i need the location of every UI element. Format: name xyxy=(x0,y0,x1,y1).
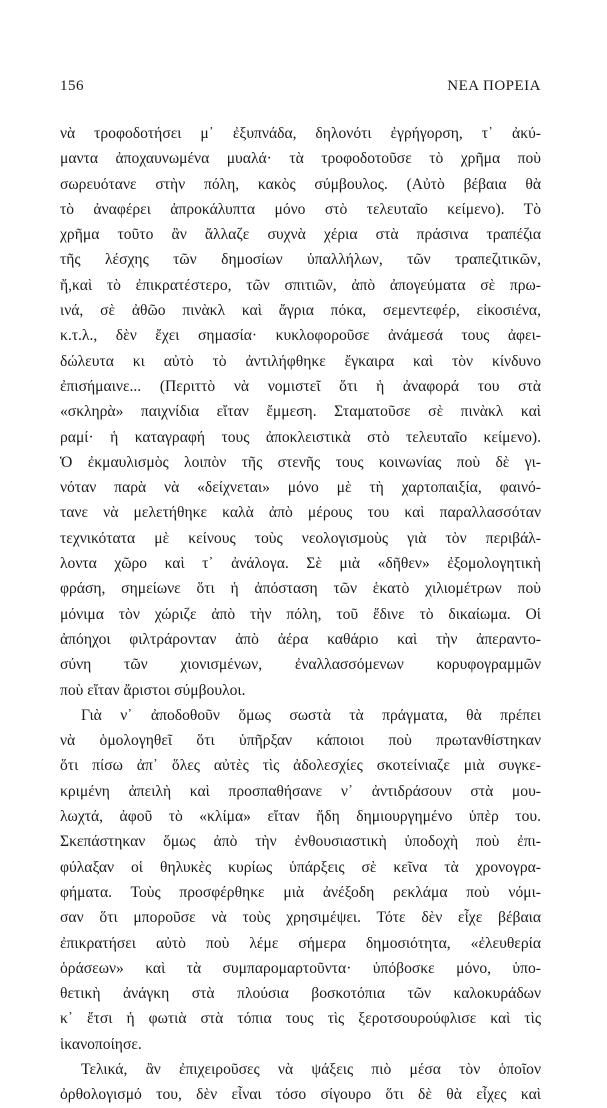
text-line: «σκληρὰ» παιχνίδια εἴταν ἔμμεση. Σταματοῦσε σὲ πινὰκλ καὶ xyxy=(60,403,541,421)
text-line: ἐπισήμαινε... (Περιττὸ νὰ νομιστεῖ ὅτι ἡ ἀναφορά του στὰ xyxy=(60,377,541,395)
text-line: κ᾽ ἔτσι ἡ φωτιὰ στὰ τόπια τους τὶς ξεροτσουρούφλισε καὶ τὶς xyxy=(60,1010,541,1028)
text-line: δώλευτα κι αὐτὸ τὸ ἀντιλήφθηκε ἔγκαιρα καὶ τὸν κίνδυνο xyxy=(60,352,541,370)
text-line: ὅτι πίσω ἀπ᾽ ὅλες αὐτὲς τὶς ἀδολεσχίες σκοτείνιαζε μιὰ συγκε- xyxy=(60,757,541,775)
text-line: λωχτά, ἀφοῦ τὸ «κλίμα» εἴταν ἤδη δημιουργημένο ὑπὲρ του. xyxy=(60,808,541,826)
page-header xyxy=(60,78,541,100)
text-line: Ὁ ἐκμαυλισμὸς λοιπὸν τῆς στενῆς τους κοινωνίας ποὺ δὲ γι- xyxy=(60,453,541,471)
text-line: θετικὴ ἀνάγκη στὰ πλούσια βοσκοτόπια τῶν καλοκυράδων xyxy=(60,985,541,1003)
text-line: σαν ὅτι μποροῦσε νὰ τοὺς χρησιμέψει. Τότε δὲν εἶχε βέβαια xyxy=(60,909,541,927)
text-line: φύλαξαν οἱ θηλυκὲς κυρίως ὑπάρξεις σὲ κεῖνα τὰ χρονογρα- xyxy=(60,858,541,876)
text-line: ἤ,καὶ τὸ ἐπικρατέστερο, τῶν σπιτιῶν, ἀπὸ ἀπογεύματα σὲ πρω- xyxy=(60,276,541,294)
text-line: νὰ ὁμολογηθεῖ ὅτι ὑπῆρξαν κάποιοι ποὺ πρωτανθίστηκαν xyxy=(60,732,541,750)
text-line: χρῆμα τοῦτο ἂν ἄλλαζε συχνὰ χέρια στὰ πράσινα τραπέζια xyxy=(60,226,541,244)
text-line: μόνιμα τὸν χώριζε ἀπὸ τὴν πόλη, τοῦ ἔδινε τὸ δικαίωμα. Οἱ xyxy=(60,605,541,623)
text-line: ραμί· ἡ καταγραφή τους ἀποκλειστικὰ στὸ τελευταῖο κείμενο). xyxy=(60,428,541,446)
text-line: νόταν παρὰ νὰ «δείχνεται» μόνο μὲ τὴ χαρτοπαιξία, φαινό- xyxy=(60,479,541,497)
text-line: σύνη τῶν χιονισμένων, ἐναλλασσόμενων κορυφογραμμῶν xyxy=(60,656,541,674)
text-line: μαντα ἀποχαυνωμένα μυαλά· τὰ τροφοδοτοῦσε τὸ χρῆμα ποὺ xyxy=(60,150,541,168)
text-line: Γιὰ ν᾽ ἀποδοθοῦν ὅμως σωστὰ τὰ πράγματα, θὰ πρέπει xyxy=(81,706,541,724)
text-line: ἱκανοποίησε. xyxy=(60,1035,142,1053)
text-line: ποὺ εἴταν ἄριστοι σύμβουλοι. xyxy=(60,681,246,699)
text-line: τανε νὰ μελετήθηκε καλὰ ἀπὸ μέρους του καὶ παραλλασσόταν xyxy=(60,504,541,522)
text-line: τὸ ἀναφέρει ἀπροκάλυπτα μόνο στὸ τελευταῖο κείμενο). Τὸ xyxy=(60,200,541,218)
page-number: 156 xyxy=(60,78,84,94)
running-title: ΝΕΑ ΠΟΡΕΙΑ xyxy=(447,78,541,94)
text-line: λοντα χῶρο καὶ τ᾽ ἀνάλογα. Σὲ μιὰ «δῆθεν» ἐξομολογητικὴ xyxy=(60,555,541,573)
text-line: τῆς λέσχης τῶν δημοσίων ὑπαλλήλων, τῶν τραπεζιτικῶν, xyxy=(60,251,541,269)
text-line: φράση, σημείωνε ὅτι ἡ ἀπόσταση τῶν ἑκατὸ χιλιομέτρων ποὺ xyxy=(60,580,541,598)
body-text xyxy=(60,121,541,1108)
text-line: ινά, σὲ ἀθῶο πινὰκλ καὶ ἄγρια πόκα, σεμεντεφέρ, εἰκοσιένα, xyxy=(60,302,541,320)
text-line: τεχνικότατα μὲ κείνους τοὺς νεολογισμοὺς γιὰ τὸν περιβάλ- xyxy=(60,529,541,547)
text-line: Τελικά, ἂν ἐπιχειροῦσες νὰ ψάξεις πιὸ μέσα τὸν ὁποῖον xyxy=(81,1060,541,1078)
text-line: σωρευότανε στὴν πόλη, κακὸς σύμβουλος. (Αὐτὸ βέβαια θὰ xyxy=(60,175,541,193)
text-line: Σκεπάστηκαν ὅμως ἀπὸ τὴν ἐνθουσιαστικὴ ὑποδοχὴ ποὺ ἐπι- xyxy=(60,833,541,851)
text-line: ἀπόηχοι φιλτράρονταν ἀπὸ ἀέρα καθάριο καὶ τὴν ἀπεραντο- xyxy=(60,630,541,648)
text-line: ὀρθολογισμό του, δὲν εἶναι τόσο σίγουρο ὅτι δὲ θὰ εἶχες καὶ xyxy=(60,1086,541,1104)
text-line: νὰ τροφοδοτήσει μ᾽ ἐξυπνάδα, δηλονότι ἐγρήγορση, τ᾽ ἀκύ- xyxy=(60,125,541,142)
text-line: φήματα. Τοὺς προσφέρθηκε μιὰ ἀνέξοδη ρεκλάμα ποὺ νόμι- xyxy=(60,883,541,901)
text-line: ὁράσεων» καὶ τὰ συμπαρομαρτοῦντα· ὑπόβοσκε μόνο, ὑπο- xyxy=(60,959,541,977)
text-line: κριμένη ἀπειλὴ καὶ προσπαθήσανε ν᾽ ἀντιδράσουν στὰ μου- xyxy=(60,782,541,800)
text-line: ἐπικρατήσει αὐτὸ ποὺ λέμε σήμερα δημοσιότητα, «ἐλευθερία xyxy=(60,934,541,952)
text-line: κ.τ.λ., δὲν ἔχει σημασία· κυκλοφοροῦσε ἀνάμεσά τους ἀφει- xyxy=(60,327,541,345)
